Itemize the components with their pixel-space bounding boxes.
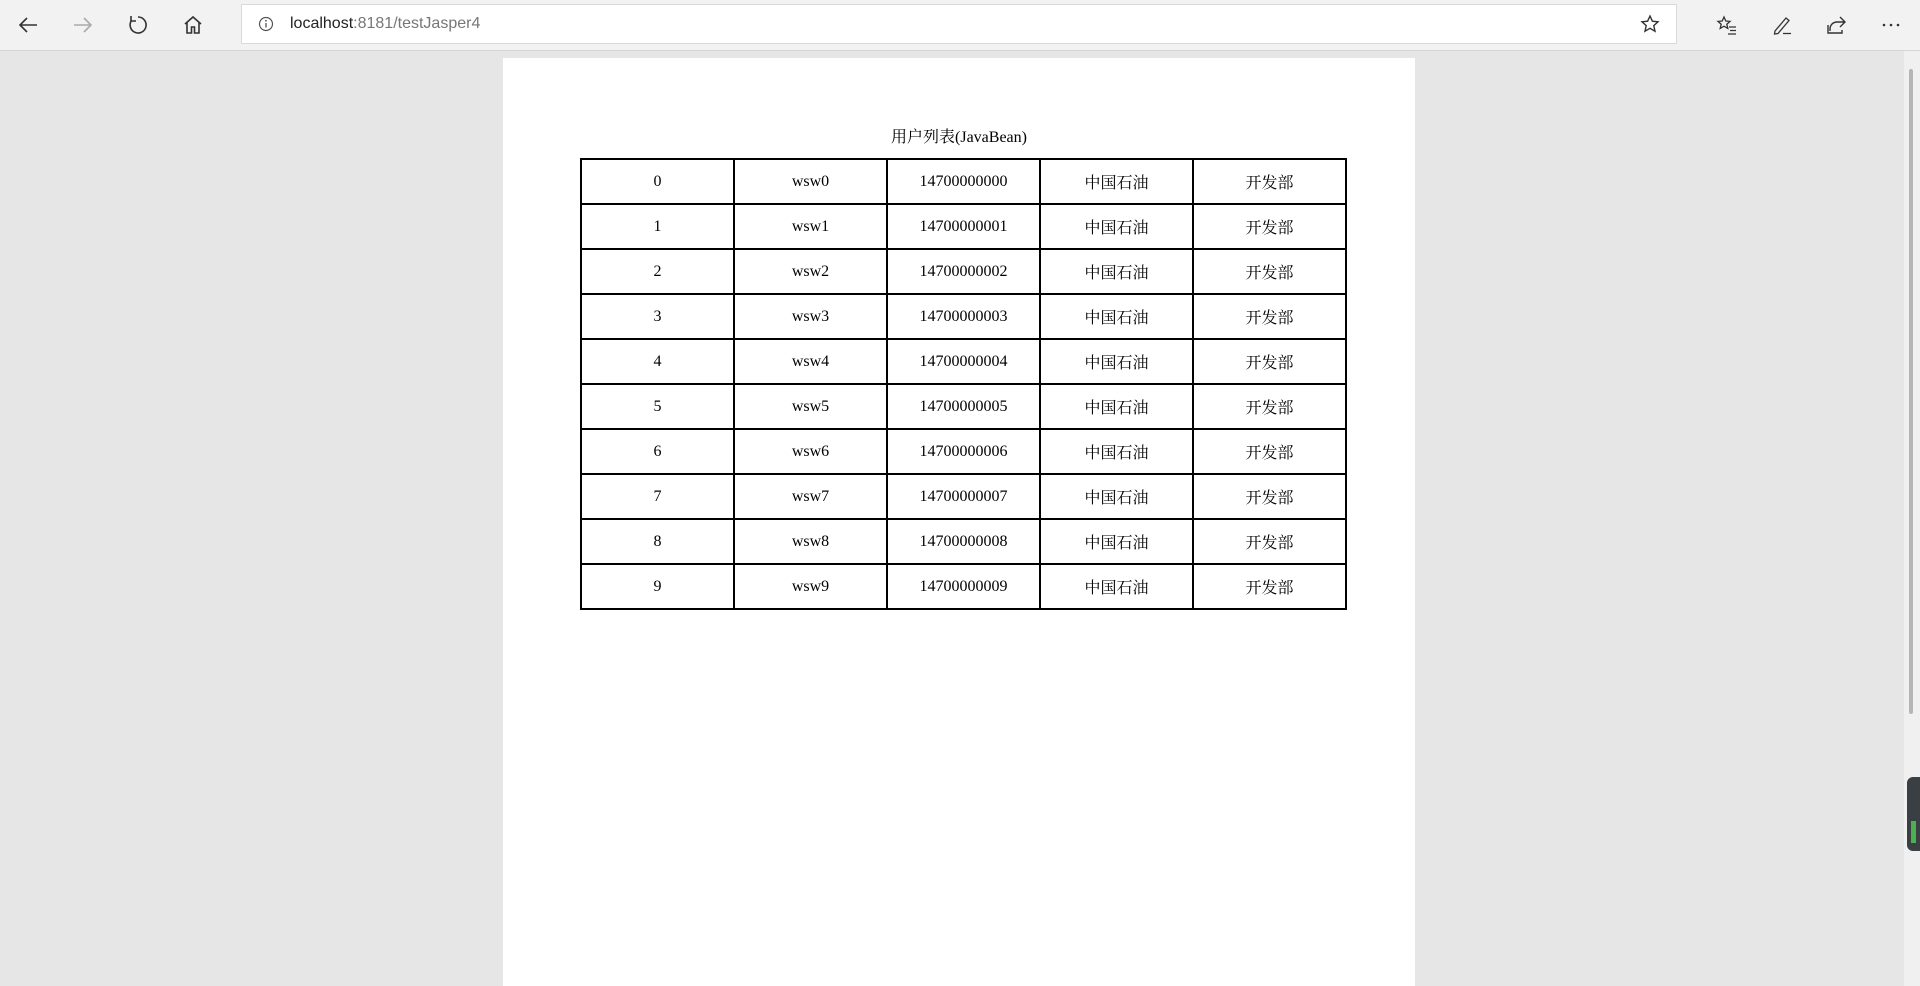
cell-phone: 14700000007	[887, 474, 1040, 519]
cell-company: 中国石油	[1040, 564, 1193, 609]
refresh-icon	[127, 14, 149, 36]
share-button[interactable]	[1816, 5, 1856, 45]
cell-name: wsw0	[734, 159, 887, 204]
home-icon	[182, 14, 204, 36]
cell-name: wsw2	[734, 249, 887, 294]
page-viewport	[0, 51, 1920, 986]
cell-company: 中国石油	[1040, 249, 1193, 294]
arrow-right-icon	[72, 14, 94, 36]
cell-department: 开发部	[1193, 204, 1346, 249]
cell-id: 9	[581, 564, 734, 609]
table-row	[581, 564, 1346, 609]
user-table	[580, 158, 1347, 610]
cell-department: 开发部	[1193, 159, 1346, 204]
cell-phone: 14700000005	[887, 384, 1040, 429]
report-page	[503, 58, 1415, 986]
cell-department: 开发部	[1193, 339, 1346, 384]
cell-department: 开发部	[1193, 249, 1346, 294]
cell-name: wsw8	[734, 519, 887, 564]
cell-id: 8	[581, 519, 734, 564]
cell-company: 中国石油	[1040, 159, 1193, 204]
pen-icon	[1771, 14, 1793, 36]
home-button[interactable]	[173, 5, 213, 45]
url-host: localhost	[290, 15, 354, 32]
cell-company: 中国石油	[1040, 384, 1193, 429]
cell-name: wsw7	[734, 474, 887, 519]
cell-department: 开发部	[1193, 564, 1346, 609]
cell-name: wsw5	[734, 384, 887, 429]
cell-id: 7	[581, 474, 734, 519]
cell-company: 中国石油	[1040, 204, 1193, 249]
cell-name: wsw3	[734, 294, 887, 339]
cell-company: 中国石油	[1040, 519, 1193, 564]
forward-button[interactable]	[63, 5, 103, 45]
url-path: :8181/testJasper4	[353, 15, 481, 32]
cell-name: wsw9	[734, 564, 887, 609]
cell-phone: 14700000008	[887, 519, 1040, 564]
cell-id: 6	[581, 429, 734, 474]
cell-id: 1	[581, 204, 734, 249]
cell-phone: 14700000009	[887, 564, 1040, 609]
table-row	[581, 519, 1346, 564]
cell-phone: 14700000003	[887, 294, 1040, 339]
favorites-button[interactable]	[1707, 5, 1747, 45]
browser-toolbar	[0, 0, 1920, 51]
url-text[interactable]	[290, 15, 480, 33]
favorites-list-icon	[1716, 14, 1738, 36]
table-row	[581, 159, 1346, 204]
cell-department: 开发部	[1193, 384, 1346, 429]
cell-phone: 14700000001	[887, 204, 1040, 249]
cell-name: wsw4	[734, 339, 887, 384]
cell-id: 4	[581, 339, 734, 384]
table-row	[581, 474, 1346, 519]
cell-company: 中国石油	[1040, 339, 1193, 384]
notes-button[interactable]	[1762, 5, 1802, 45]
cell-department: 开发部	[1193, 429, 1346, 474]
refresh-button[interactable]	[118, 5, 158, 45]
table-row	[581, 204, 1346, 249]
cell-department: 开发部	[1193, 519, 1346, 564]
share-icon	[1825, 14, 1847, 36]
arrow-left-icon	[17, 14, 39, 36]
star-icon[interactable]	[1640, 14, 1660, 38]
table-row	[581, 294, 1346, 339]
cell-id: 3	[581, 294, 734, 339]
more-button[interactable]	[1871, 5, 1911, 45]
cell-id: 5	[581, 384, 734, 429]
report-title: 用户列表(JavaBean)	[891, 129, 1027, 146]
cell-phone: 14700000000	[887, 159, 1040, 204]
cell-department: 开发部	[1193, 294, 1346, 339]
cell-name: wsw1	[734, 204, 887, 249]
cell-company: 中国石油	[1040, 474, 1193, 519]
address-bar[interactable]	[241, 4, 1677, 44]
user-table-body	[581, 159, 1346, 609]
table-row	[581, 384, 1346, 429]
cell-phone: 14700000006	[887, 429, 1040, 474]
table-row	[581, 249, 1346, 294]
cell-company: 中国石油	[1040, 429, 1193, 474]
table-row	[581, 429, 1346, 474]
cell-name: wsw6	[734, 429, 887, 474]
table-row	[581, 339, 1346, 384]
cell-id: 0	[581, 159, 734, 204]
info-icon[interactable]	[258, 16, 274, 36]
scrollbar-thumb[interactable]	[1909, 69, 1913, 714]
cell-phone: 14700000002	[887, 249, 1040, 294]
more-icon	[1880, 14, 1902, 36]
cell-id: 2	[581, 249, 734, 294]
back-button[interactable]	[8, 5, 48, 45]
side-panel-indicator	[1911, 821, 1916, 843]
cell-company: 中国石油	[1040, 294, 1193, 339]
cell-phone: 14700000004	[887, 339, 1040, 384]
cell-department: 开发部	[1193, 474, 1346, 519]
side-panel-handle[interactable]	[1907, 777, 1920, 851]
